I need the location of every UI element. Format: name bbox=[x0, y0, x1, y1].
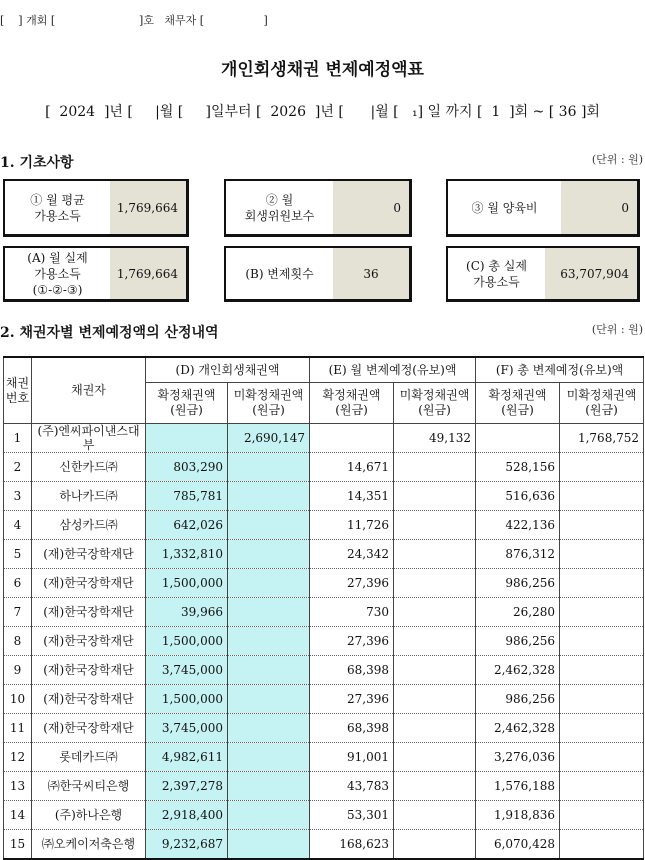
table-row bbox=[4, 627, 644, 656]
monthly-confirmed: 14,351 bbox=[310, 482, 394, 511]
monthly-unconfirmed bbox=[394, 598, 476, 627]
box-value: 36 bbox=[333, 248, 409, 299]
monthly-unconfirmed bbox=[394, 482, 476, 511]
total-confirmed: 986,256 bbox=[476, 627, 560, 656]
claim-confirmed: 803,290 bbox=[146, 453, 228, 482]
row-number: 9 bbox=[4, 656, 32, 685]
row-number: 10 bbox=[4, 685, 32, 714]
claim-unconfirmed bbox=[228, 453, 310, 482]
row-number: 4 bbox=[4, 511, 32, 540]
table-row bbox=[4, 772, 644, 801]
header-creditor: 채권자 bbox=[32, 357, 146, 424]
monthly-unconfirmed bbox=[394, 801, 476, 830]
total-unconfirmed bbox=[560, 453, 644, 482]
total-unconfirmed bbox=[560, 801, 644, 830]
total-confirmed: 2,462,328 bbox=[476, 656, 560, 685]
table-row bbox=[4, 424, 644, 453]
section2-heading: 2. 채권자별 변제예정액의 산정내역 bbox=[0, 325, 219, 341]
claim-confirmed: 9,232,687 bbox=[146, 830, 228, 860]
claim-unconfirmed bbox=[228, 714, 310, 743]
total-confirmed: 1,918,836 bbox=[476, 801, 560, 830]
monthly-average-income-box bbox=[3, 179, 189, 237]
header-monthly-repayment: (E) 월 변제예정(유보)액 bbox=[310, 357, 476, 383]
monthly-confirmed: 27,396 bbox=[310, 627, 394, 656]
monthly-confirmed bbox=[310, 424, 394, 453]
total-confirmed: 2,462,328 bbox=[476, 714, 560, 743]
claim-confirmed bbox=[146, 424, 228, 453]
header-d-confirmed: 확정채권액 (원금) bbox=[146, 383, 228, 424]
creditor-name: (재)한국장학재단 bbox=[32, 540, 146, 569]
row-number: 11 bbox=[4, 714, 32, 743]
total-unconfirmed bbox=[560, 569, 644, 598]
claim-confirmed: 3,745,000 bbox=[146, 714, 228, 743]
table-row bbox=[4, 569, 644, 598]
monthly-confirmed: 14,671 bbox=[310, 453, 394, 482]
creditor-name: (재)한국장학재단 bbox=[32, 714, 146, 743]
monthly-unconfirmed bbox=[394, 714, 476, 743]
monthly-unconfirmed: 49,132 bbox=[394, 424, 476, 453]
monthly-unconfirmed bbox=[394, 540, 476, 569]
creditor-name: (재)한국장학재단 bbox=[32, 569, 146, 598]
claim-confirmed: 785,781 bbox=[146, 482, 228, 511]
box-value: 63,707,904 bbox=[545, 248, 637, 299]
header-f-unconfirmed: 미확정채권액 (원금) bbox=[560, 383, 644, 424]
claim-unconfirmed bbox=[228, 511, 310, 540]
monthly-confirmed: 68,398 bbox=[310, 714, 394, 743]
header-number: 채권 번호 bbox=[4, 357, 32, 424]
monthly-confirmed: 11,726 bbox=[310, 511, 394, 540]
box-value: 1,769,664 bbox=[110, 248, 186, 299]
total-confirmed: 6,070,428 bbox=[476, 830, 560, 860]
box-label: (B) 변제횟수 bbox=[245, 266, 314, 281]
total-unconfirmed bbox=[560, 830, 644, 860]
claim-confirmed: 39,966 bbox=[146, 598, 228, 627]
monthly-confirmed: 730 bbox=[310, 598, 394, 627]
row-number: 15 bbox=[4, 830, 32, 860]
monthly-unconfirmed bbox=[394, 772, 476, 801]
monthly-confirmed: 24,342 bbox=[310, 540, 394, 569]
total-unconfirmed bbox=[560, 656, 644, 685]
trustee-fee-box bbox=[224, 179, 412, 237]
document-title: 개인회생채권 변제예정액표 bbox=[221, 60, 424, 80]
section1-heading: 1. 기초사항 bbox=[0, 155, 74, 171]
claim-unconfirmed bbox=[228, 598, 310, 627]
header-total-repayment: (F) 총 변제예정(유보)액 bbox=[476, 357, 644, 383]
box-value: 0 bbox=[561, 181, 637, 234]
total-unconfirmed: 1,768,752 bbox=[560, 424, 644, 453]
total-actual-income-box bbox=[446, 246, 640, 302]
monthly-unconfirmed bbox=[394, 569, 476, 598]
monthly-confirmed: 68,398 bbox=[310, 656, 394, 685]
box-label: ① 월 평균 가용소득 bbox=[30, 192, 85, 223]
creditor-name: 하나카드㈜ bbox=[32, 482, 146, 511]
case-info-line: [ ] 개회 [ ]호 채무자 [ ] bbox=[0, 14, 268, 27]
header-e-unconfirmed: 미확정채권액 (원금) bbox=[394, 383, 476, 424]
creditor-name: (재)한국장학재단 bbox=[32, 627, 146, 656]
total-confirmed: 26,280 bbox=[476, 598, 560, 627]
total-unconfirmed bbox=[560, 540, 644, 569]
creditor-name: (주)하나은행 bbox=[32, 801, 146, 830]
claim-confirmed: 1,500,000 bbox=[146, 569, 228, 598]
creditor-name: 삼성카드㈜ bbox=[32, 511, 146, 540]
claim-unconfirmed bbox=[228, 656, 310, 685]
claim-confirmed: 1,332,810 bbox=[146, 540, 228, 569]
claim-confirmed: 1,500,000 bbox=[146, 627, 228, 656]
table-row bbox=[4, 482, 644, 511]
claim-confirmed: 1,500,000 bbox=[146, 685, 228, 714]
total-unconfirmed bbox=[560, 627, 644, 656]
monthly-unconfirmed bbox=[394, 511, 476, 540]
claim-unconfirmed bbox=[228, 685, 310, 714]
header-d-unconfirmed: 미확정채권액 (원금) bbox=[228, 383, 310, 424]
claim-unconfirmed bbox=[228, 772, 310, 801]
row-number: 8 bbox=[4, 627, 32, 656]
claim-confirmed: 642,026 bbox=[146, 511, 228, 540]
box-label: (C) 총 실제 가용소득 bbox=[466, 258, 527, 289]
row-number: 5 bbox=[4, 540, 32, 569]
claim-confirmed: 2,918,400 bbox=[146, 801, 228, 830]
creditor-name: (주)엔씨파이낸스대부 bbox=[32, 424, 146, 453]
table-row bbox=[4, 656, 644, 685]
box-value: 0 bbox=[333, 181, 409, 234]
monthly-confirmed: 168,623 bbox=[310, 830, 394, 860]
monthly-confirmed: 27,396 bbox=[310, 685, 394, 714]
box-label: ② 월 회생위원보수 bbox=[244, 192, 315, 223]
claim-confirmed: 4,982,611 bbox=[146, 743, 228, 772]
creditor-name: (재)한국장학재단 bbox=[32, 656, 146, 685]
monthly-confirmed: 91,001 bbox=[310, 743, 394, 772]
monthly-confirmed: 43,783 bbox=[310, 772, 394, 801]
box-label: (A) 월 실제 가용소득 (①-②-③) bbox=[27, 250, 88, 297]
total-confirmed: 422,136 bbox=[476, 511, 560, 540]
actual-monthly-income-box bbox=[3, 246, 189, 302]
monthly-unconfirmed bbox=[394, 453, 476, 482]
total-unconfirmed bbox=[560, 772, 644, 801]
table-row bbox=[4, 743, 644, 772]
repayment-table bbox=[3, 356, 644, 860]
row-number: 2 bbox=[4, 453, 32, 482]
creditor-name: 롯데카드㈜ bbox=[32, 743, 146, 772]
monthly-unconfirmed bbox=[394, 685, 476, 714]
row-number: 6 bbox=[4, 569, 32, 598]
creditor-name: (재)한국장학재단 bbox=[32, 598, 146, 627]
row-number: 7 bbox=[4, 598, 32, 627]
claim-confirmed: 2,397,278 bbox=[146, 772, 228, 801]
claim-unconfirmed: 2,690,147 bbox=[228, 424, 310, 453]
claim-unconfirmed bbox=[228, 482, 310, 511]
claim-unconfirmed bbox=[228, 627, 310, 656]
claim-unconfirmed bbox=[228, 743, 310, 772]
table-row bbox=[4, 714, 644, 743]
creditor-name: (재)한국장학재단 bbox=[32, 685, 146, 714]
total-confirmed: 986,256 bbox=[476, 569, 560, 598]
monthly-confirmed: 53,301 bbox=[310, 801, 394, 830]
repayment-period: [ 2024 ]년 [ |월 [ ]일부터 [ 2026 ]년 [ |월 [ ₁] 일 까지 [ 1 ]회 ~ [ 36 ]회 bbox=[45, 104, 600, 120]
total-confirmed: 1,576,188 bbox=[476, 772, 560, 801]
header-claim-amount: (D) 개인회생채권액 bbox=[146, 357, 310, 383]
header-f-confirmed: 확정채권액 (원금) bbox=[476, 383, 560, 424]
claim-confirmed: 3,745,000 bbox=[146, 656, 228, 685]
section1-unit: (단위 : 원) bbox=[591, 153, 643, 166]
row-number: 13 bbox=[4, 772, 32, 801]
child-support-box bbox=[446, 179, 640, 237]
total-confirmed: 876,312 bbox=[476, 540, 560, 569]
creditor-name: ㈜한국씨티은행 bbox=[32, 772, 146, 801]
table-row bbox=[4, 830, 644, 860]
claim-unconfirmed bbox=[228, 801, 310, 830]
claim-unconfirmed bbox=[228, 830, 310, 860]
monthly-unconfirmed bbox=[394, 743, 476, 772]
section2-unit: (단위 : 원) bbox=[591, 323, 643, 336]
row-number: 3 bbox=[4, 482, 32, 511]
table-row bbox=[4, 801, 644, 830]
claim-unconfirmed bbox=[228, 540, 310, 569]
table-row bbox=[4, 540, 644, 569]
total-confirmed: 3,276,036 bbox=[476, 743, 560, 772]
claim-unconfirmed bbox=[228, 569, 310, 598]
total-confirmed: 986,256 bbox=[476, 685, 560, 714]
monthly-unconfirmed bbox=[394, 656, 476, 685]
box-value: 1,769,664 bbox=[110, 181, 186, 234]
total-unconfirmed bbox=[560, 482, 644, 511]
table-row bbox=[4, 598, 644, 627]
total-unconfirmed bbox=[560, 714, 644, 743]
total-confirmed: 516,636 bbox=[476, 482, 560, 511]
row-number: 14 bbox=[4, 801, 32, 830]
table-row bbox=[4, 685, 644, 714]
monthly-unconfirmed bbox=[394, 627, 476, 656]
table-row bbox=[4, 511, 644, 540]
table-row bbox=[4, 453, 644, 482]
row-number: 12 bbox=[4, 743, 32, 772]
total-confirmed bbox=[476, 424, 560, 453]
repayment-count-box bbox=[224, 246, 412, 302]
header-e-confirmed: 확정채권액 (원금) bbox=[310, 383, 394, 424]
row-number: 1 bbox=[4, 424, 32, 453]
monthly-confirmed: 27,396 bbox=[310, 569, 394, 598]
creditor-name: ㈜오케이저축은행 bbox=[32, 830, 146, 860]
total-unconfirmed bbox=[560, 598, 644, 627]
creditor-name: 신한카드㈜ bbox=[32, 453, 146, 482]
box-label: ③ 월 양육비 bbox=[471, 200, 538, 215]
total-unconfirmed bbox=[560, 743, 644, 772]
total-unconfirmed bbox=[560, 685, 644, 714]
total-unconfirmed bbox=[560, 511, 644, 540]
total-confirmed: 528,156 bbox=[476, 453, 560, 482]
monthly-unconfirmed bbox=[394, 830, 476, 860]
